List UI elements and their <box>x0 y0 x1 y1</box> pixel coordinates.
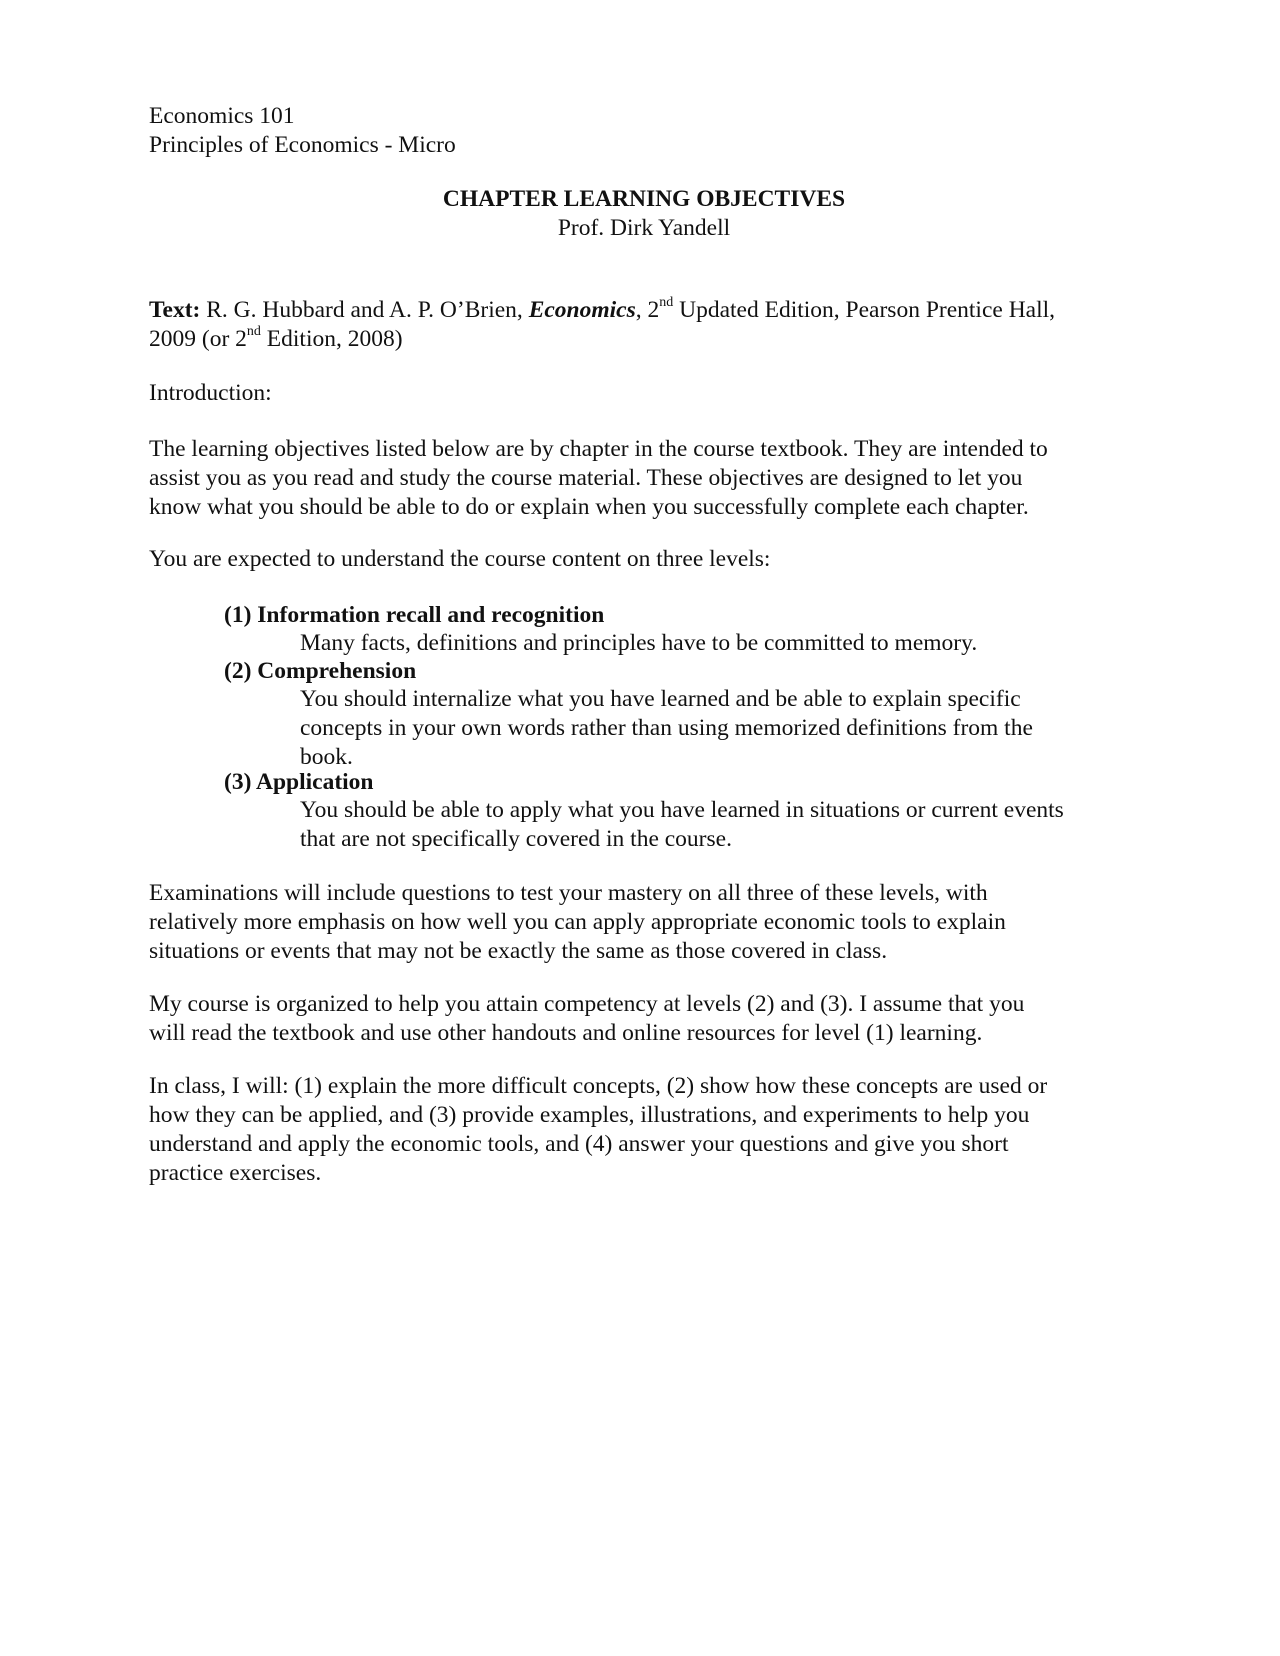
edition-suffix: nd <box>659 295 674 311</box>
exams-line: situations or events that may not be exactly the same as those covered in class. <box>149 938 888 964</box>
intro-line: know what you should be able to do or explain when you successfully complete each chapter. <box>149 494 1029 520</box>
document-title <box>149 185 1139 243</box>
exams-line: relatively more emphasis on how well you can apply appropriate economic tools to explain <box>149 909 1006 935</box>
exams-line: Examinations will include questions to test your mastery on all three of these levels, with <box>149 880 988 906</box>
intro-paragraph <box>149 435 1139 522</box>
exams-paragraph <box>149 879 1139 966</box>
level-2-title: (2) Comprehension <box>224 658 417 684</box>
level-3-description <box>300 796 1140 854</box>
in-class-line: practice exercises. <box>149 1160 322 1186</box>
textbook-authors: R. G. Hubbard and A. P. O’Brien, <box>200 297 529 323</box>
level-3-line: You should be able to apply what you have learned in situations or current events <box>300 797 1064 823</box>
in-class-line: In class, I will: (1) explain the more difficult concepts, (2) show how these concepts are used or <box>149 1073 1048 1099</box>
intro-heading-text: Introduction: <box>149 380 272 406</box>
level-1-description <box>300 629 1140 658</box>
levels-intro-text: You are expected to understand the course content on three levels: <box>149 546 771 572</box>
intro-line: The learning objectives listed below are by chapter in the course textbook. They are intended to <box>149 436 1048 462</box>
instructor-name: Prof. Dirk Yandell <box>557 215 731 241</box>
level-2-line: concepts in your own words rather than using memorized definitions from the <box>300 715 1033 741</box>
course-number: Economics 101 <box>149 103 295 129</box>
intro-line: assist you as you read and study the course material. These objectives are designed to let you <box>149 465 1023 491</box>
in-class-line: understand and apply the economic tools, and (4) answer your questions and give you short <box>149 1131 1009 1157</box>
edition-publisher: Updated Edition, Pearson Prentice Hall, <box>673 297 1056 323</box>
level-1-title: (1) Information recall and recognition <box>224 602 605 628</box>
level-1-line: Many facts, definitions and principles have to be committed to memory. <box>300 630 978 656</box>
text-label: Text: <box>149 297 201 323</box>
book-title: Economics <box>528 297 636 323</box>
levels-intro <box>149 545 1139 574</box>
textbook-reference <box>149 296 1139 354</box>
alt-edition-suffix: nd <box>246 324 261 340</box>
edition-number: , 2 <box>635 297 660 323</box>
in-class-line: how they can be applied, and (3) provide examples, illustrations, and experiments to help you <box>149 1102 1030 1128</box>
course-header <box>149 102 1139 160</box>
course-line: My course is organized to help you attain competency at levels (2) and (3). I assume that you <box>149 991 1025 1017</box>
in-class-paragraph <box>149 1072 1139 1188</box>
course-paragraph <box>149 990 1139 1048</box>
alt-edition: 2009 (or 2 <box>149 326 247 352</box>
course-line: will read the textbook and use other handouts and online resources for level (1) learning. <box>149 1020 983 1046</box>
alt-edition-year: Edition, 2008) <box>260 326 403 352</box>
textbook-line-2 <box>149 325 1139 354</box>
level-3-title: (3) Application <box>224 769 374 795</box>
level-2-line: book. <box>300 744 353 770</box>
intro-heading <box>149 379 1139 408</box>
textbook-line-1 <box>149 296 1139 325</box>
level-2-description <box>300 685 1140 772</box>
level-3-line: that are not specifically covered in the course. <box>300 826 732 852</box>
title-heading: CHAPTER LEARNING OBJECTIVES <box>442 186 846 212</box>
level-2-line: You should internalize what you have learned and be able to explain specific <box>300 686 1021 712</box>
course-name: Principles of Economics - Micro <box>149 132 456 158</box>
